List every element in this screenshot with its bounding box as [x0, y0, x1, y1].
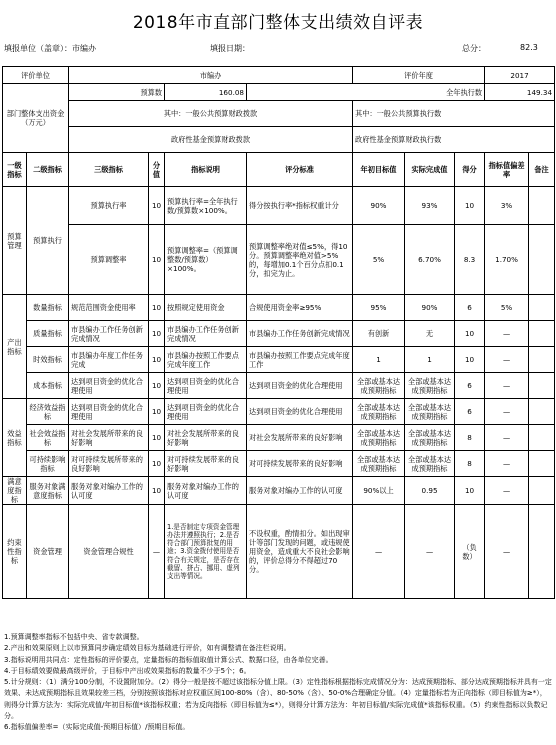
level3-cell: 达到项目资金的优化合理使用	[69, 399, 149, 425]
actual-cell: —	[405, 505, 455, 599]
level2-cell: 社会效益指标	[27, 425, 69, 451]
target-cell: 90%以上	[353, 477, 405, 505]
footnotes	[4, 632, 552, 734]
target-cell: 95%	[353, 295, 405, 321]
table-row	[3, 187, 555, 225]
target-cell: 全部或基本达成预期指标	[353, 425, 405, 451]
funds-label: 部门整体支出资金（万元）	[3, 84, 69, 153]
table-row	[3, 451, 555, 477]
table-row	[3, 425, 555, 451]
general-budget-label: 其中：一般公共预算财政拨款	[69, 101, 353, 127]
desc-cell: 预算调整率=（预算调整数/预算数）×100%。	[165, 225, 247, 295]
std-cell: 服务对象对编办工作的认可度	[247, 477, 353, 505]
note-cell	[529, 505, 555, 599]
level2-cell: 数量指标	[27, 295, 69, 321]
table-row	[3, 84, 555, 101]
note-cell	[529, 373, 555, 399]
std-cell: 达到项目资金的优化合理使用	[247, 399, 353, 425]
dev-cell: —	[485, 425, 529, 451]
col-header: 评分标准	[247, 153, 353, 187]
actual-cell: 全部或基本达成预期指标	[405, 451, 455, 477]
table-row	[3, 347, 555, 373]
got-cell: 10	[455, 347, 485, 373]
table-row	[3, 295, 555, 321]
footnote: 1.预算调整率指标不包括中央、省专款调整。	[4, 633, 144, 641]
level3-cell: 市县编办年度工作任务完成	[69, 347, 149, 373]
col-header: 指标说明	[165, 153, 247, 187]
page-title: 2018年市直部门整体支出绩效自评表	[132, 13, 424, 33]
desc-cell: 达到项目资金的优化合理使用	[165, 373, 247, 399]
level2-cell: 时效指标	[27, 347, 69, 373]
eval-year-label: 评价年度	[353, 67, 485, 84]
note-cell	[529, 477, 555, 505]
table-row	[3, 373, 555, 399]
level3-cell: 对可持续发展所带来的良好影响	[69, 451, 149, 477]
dev-cell: —	[485, 321, 529, 347]
footnote: 4.于目标绩效要做最高级评价，于目标中产出或效果指标的数量不少于5个；6。	[4, 666, 251, 675]
footnote: 5.计分规则：（1）满分100分制，不设置附加分。（2）得分一般是按不超过该指标分值上限。（3）定性指标根据指标完成情况分为：达成预期指标、部分达成预期指标并具有一定效果、未达成预期指标且效果较差三档，分别按照该指标对应权重区间100-80%（含）、80-50%（含）、50-0%合理确定分值。（4）定量指标若为正向指标（即目标值为≥*），则得分计算方法为：实际完成值/年初目标值*该指标权重；若为反向指标（即目标值为≤*），则得分计算方法为：年初目标值/实际完成值*该指标权重。（5）约束性指标以负数记分。	[4, 678, 552, 721]
actual-cell: 0.95	[405, 477, 455, 505]
target-cell: —	[353, 505, 405, 599]
score-cell: 10	[149, 477, 165, 505]
col-header: 备注	[529, 153, 555, 187]
got-cell: 10	[455, 477, 485, 505]
desc-cell: 对可持续发展带来的良好影响	[165, 451, 247, 477]
dev-cell: 5%	[485, 295, 529, 321]
footnote: 3.指标说明用共同点：定性指标的评价要点，定量指标的指标值取值计算公式、数据口径，由各单位完善。	[4, 655, 333, 664]
got-cell: （负数）	[455, 505, 485, 599]
budget-label: 预算数	[69, 84, 165, 101]
actual-cell: 6.70%	[405, 225, 455, 295]
desc-cell: 市县编办工作任务创新完成情况	[165, 321, 247, 347]
score-cell: —	[149, 505, 165, 599]
general-exec-label: 其中：一般公共预算执行数	[353, 101, 555, 127]
total-score-value: 82.3	[520, 43, 538, 52]
got-cell: 6	[455, 399, 485, 425]
col-header: 指标值偏差率	[485, 153, 529, 187]
got-cell: 10	[455, 187, 485, 225]
col-header: 一级指标	[3, 153, 27, 187]
table-row	[3, 399, 555, 425]
got-cell: 8	[455, 451, 485, 477]
level2-cell: 经济效益指标	[27, 399, 69, 425]
score-cell: 10	[149, 295, 165, 321]
score-cell: 10	[149, 425, 165, 451]
got-cell: 8.3	[455, 225, 485, 295]
category-satisfaction: 满意度指标	[3, 477, 27, 505]
desc-cell: 按照规定使用资金	[165, 295, 247, 321]
table-row	[3, 225, 555, 295]
gov-fund-exec-label: 政府性基金预算财政执行数	[353, 127, 555, 153]
dev-cell: —	[485, 477, 529, 505]
note-cell	[529, 295, 555, 321]
level3-cell: 对社会发展所带来的良好影响	[69, 425, 149, 451]
score-cell: 10	[149, 187, 165, 225]
std-cell: 达到项目资金的优化合理使用	[247, 373, 353, 399]
desc-cell: 预算执行率=全年执行数/预算数×100%。	[165, 187, 247, 225]
score-cell: 10	[149, 451, 165, 477]
level2-cell: 成本指标	[27, 373, 69, 399]
level3-cell: 资金管理合规性	[69, 505, 149, 599]
got-cell: 8	[455, 425, 485, 451]
note-cell	[529, 187, 555, 225]
dev-cell: —	[485, 399, 529, 425]
table-row	[3, 101, 555, 127]
note-cell	[529, 425, 555, 451]
note-cell	[529, 347, 555, 373]
target-cell: 全部或基本达成预期指标	[353, 399, 405, 425]
dev-cell: —	[485, 373, 529, 399]
dev-cell: 3%	[485, 187, 529, 225]
desc-cell: 市县编办按照工作要点完成年度工作	[165, 347, 247, 373]
col-header: 得分	[455, 153, 485, 187]
std-cell: 市县编办工作任务创新完成情况	[247, 321, 353, 347]
actual-cell: 93%	[405, 187, 455, 225]
target-cell: 有创新	[353, 321, 405, 347]
std-cell: 对社会发展所带来的良好影响	[247, 425, 353, 451]
level3-cell: 达到项目资金的优化合理使用	[69, 373, 149, 399]
table-row	[3, 477, 555, 505]
desc-cell: 服务对象对编办工作的认可度	[165, 477, 247, 505]
eval-year-value: 2017	[485, 67, 555, 84]
table-row	[3, 127, 555, 153]
got-cell: 6	[455, 295, 485, 321]
dev-cell: 1.70%	[485, 225, 529, 295]
level2-cell: 服务对象满意度指标	[27, 477, 69, 505]
note-cell	[529, 225, 555, 295]
table-header-row	[3, 153, 555, 187]
note-cell	[529, 321, 555, 347]
score-cell: 10	[149, 373, 165, 399]
fill-unit-label: 填报单位（盖章）：市编办	[4, 44, 96, 53]
score-cell: 10	[149, 399, 165, 425]
got-cell: 10	[455, 321, 485, 347]
table-row	[3, 67, 555, 84]
level3-cell: 市县编办工作任务创新完成情况	[69, 321, 149, 347]
eval-unit-value: 市编办	[69, 67, 353, 84]
category-constraint: 约束性指标	[3, 505, 27, 599]
level3-cell: 预算执行率	[69, 187, 149, 225]
executed-label: 全年执行数	[247, 84, 485, 101]
col-header: 三级指标	[69, 153, 149, 187]
actual-cell: 无	[405, 321, 455, 347]
level3-cell: 规范范围资金使用率	[69, 295, 149, 321]
target-cell: 90%	[353, 187, 405, 225]
fill-date-label: 填报日期：	[210, 44, 250, 53]
level3-cell: 服务对象对编办工作的认可度	[69, 477, 149, 505]
actual-cell: 1	[405, 347, 455, 373]
desc-cell: 达到项目资金的优化合理使用	[165, 399, 247, 425]
category-effect: 效益指标	[3, 399, 27, 477]
category-output: 产出指标	[3, 295, 27, 399]
col-header: 年初目标值	[353, 153, 405, 187]
level2-cell: 预算执行	[27, 187, 69, 295]
score-cell: 10	[149, 225, 165, 295]
got-cell: 6	[455, 373, 485, 399]
table-row	[3, 321, 555, 347]
actual-cell: 全部或基本达成预期指标	[405, 373, 455, 399]
col-header: 二级指标	[27, 153, 69, 187]
std-cell: 不设权重，酌情扣分。如出现审计等部门发现的问题，或违规使用资金，造成重大不良社会影响的，评价总得分不得超过70分。	[247, 505, 353, 599]
desc-cell: 对社会发展所带来的良好影响	[165, 425, 247, 451]
dev-cell: —	[485, 505, 529, 599]
note-cell	[529, 451, 555, 477]
level2-cell: 可持续影响指标	[27, 451, 69, 477]
target-cell: 全部或基本达成预期指标	[353, 373, 405, 399]
eval-unit-label: 评价单位	[3, 67, 69, 84]
std-cell: 得分按执行率*指标权重计分	[247, 187, 353, 225]
col-header: 分值	[149, 153, 165, 187]
actual-cell: 90%	[405, 295, 455, 321]
gov-fund-label: 政府性基金预算财政拨款	[69, 127, 353, 153]
evaluation-table	[2, 66, 555, 599]
note-cell	[529, 399, 555, 425]
table-row	[3, 505, 555, 599]
score-cell: 10	[149, 321, 165, 347]
target-cell: 全部或基本达成预期指标	[353, 451, 405, 477]
std-cell: 合规使用资金率≥95%	[247, 295, 353, 321]
dev-cell: —	[485, 451, 529, 477]
footnote: 6.指标值偏差率=（实际完成值-预期目标值）/预期目标值。	[4, 723, 190, 732]
actual-cell: 全部或基本达成预期指标	[405, 425, 455, 451]
target-cell: 5%	[353, 225, 405, 295]
footnote: 2.产出和效果原则上以市预算同步确定绩效目标为基础进行评价，如有调整请在备注栏说明。	[4, 644, 291, 653]
actual-cell: 全部或基本达成预期指标	[405, 399, 455, 425]
std-cell: 对可持续发展带来的良好影响	[247, 451, 353, 477]
std-cell: 预算调整率绝对值≤5%，得10分。预算调整率绝对值>5%的，每增加0.1个百分点扣0.1分，扣完为止。	[247, 225, 353, 295]
dev-cell: —	[485, 347, 529, 373]
score-cell: 10	[149, 347, 165, 373]
level2-cell: 资金管理	[27, 505, 69, 599]
std-cell: 市县编办按照工作要点完成年度工作	[247, 347, 353, 373]
budget-value: 160.08	[165, 84, 247, 101]
total-score-label: 总分：	[462, 44, 486, 53]
col-header: 实际完成值	[405, 153, 455, 187]
desc-cell: 1.是否制定专项资金管理办法并遵照执行；2.是否符合部门预算批复的用途；3.资金拨付使用是否符合有关规定，是否存在截留、挤占、挪用、虚列支出等情况。	[165, 505, 247, 599]
level2-cell: 质量指标	[27, 321, 69, 347]
executed-value: 149.34	[485, 84, 555, 101]
level3-cell: 预算调整率	[69, 225, 149, 295]
category-budget: 预算管理	[3, 187, 27, 295]
target-cell: 1	[353, 347, 405, 373]
